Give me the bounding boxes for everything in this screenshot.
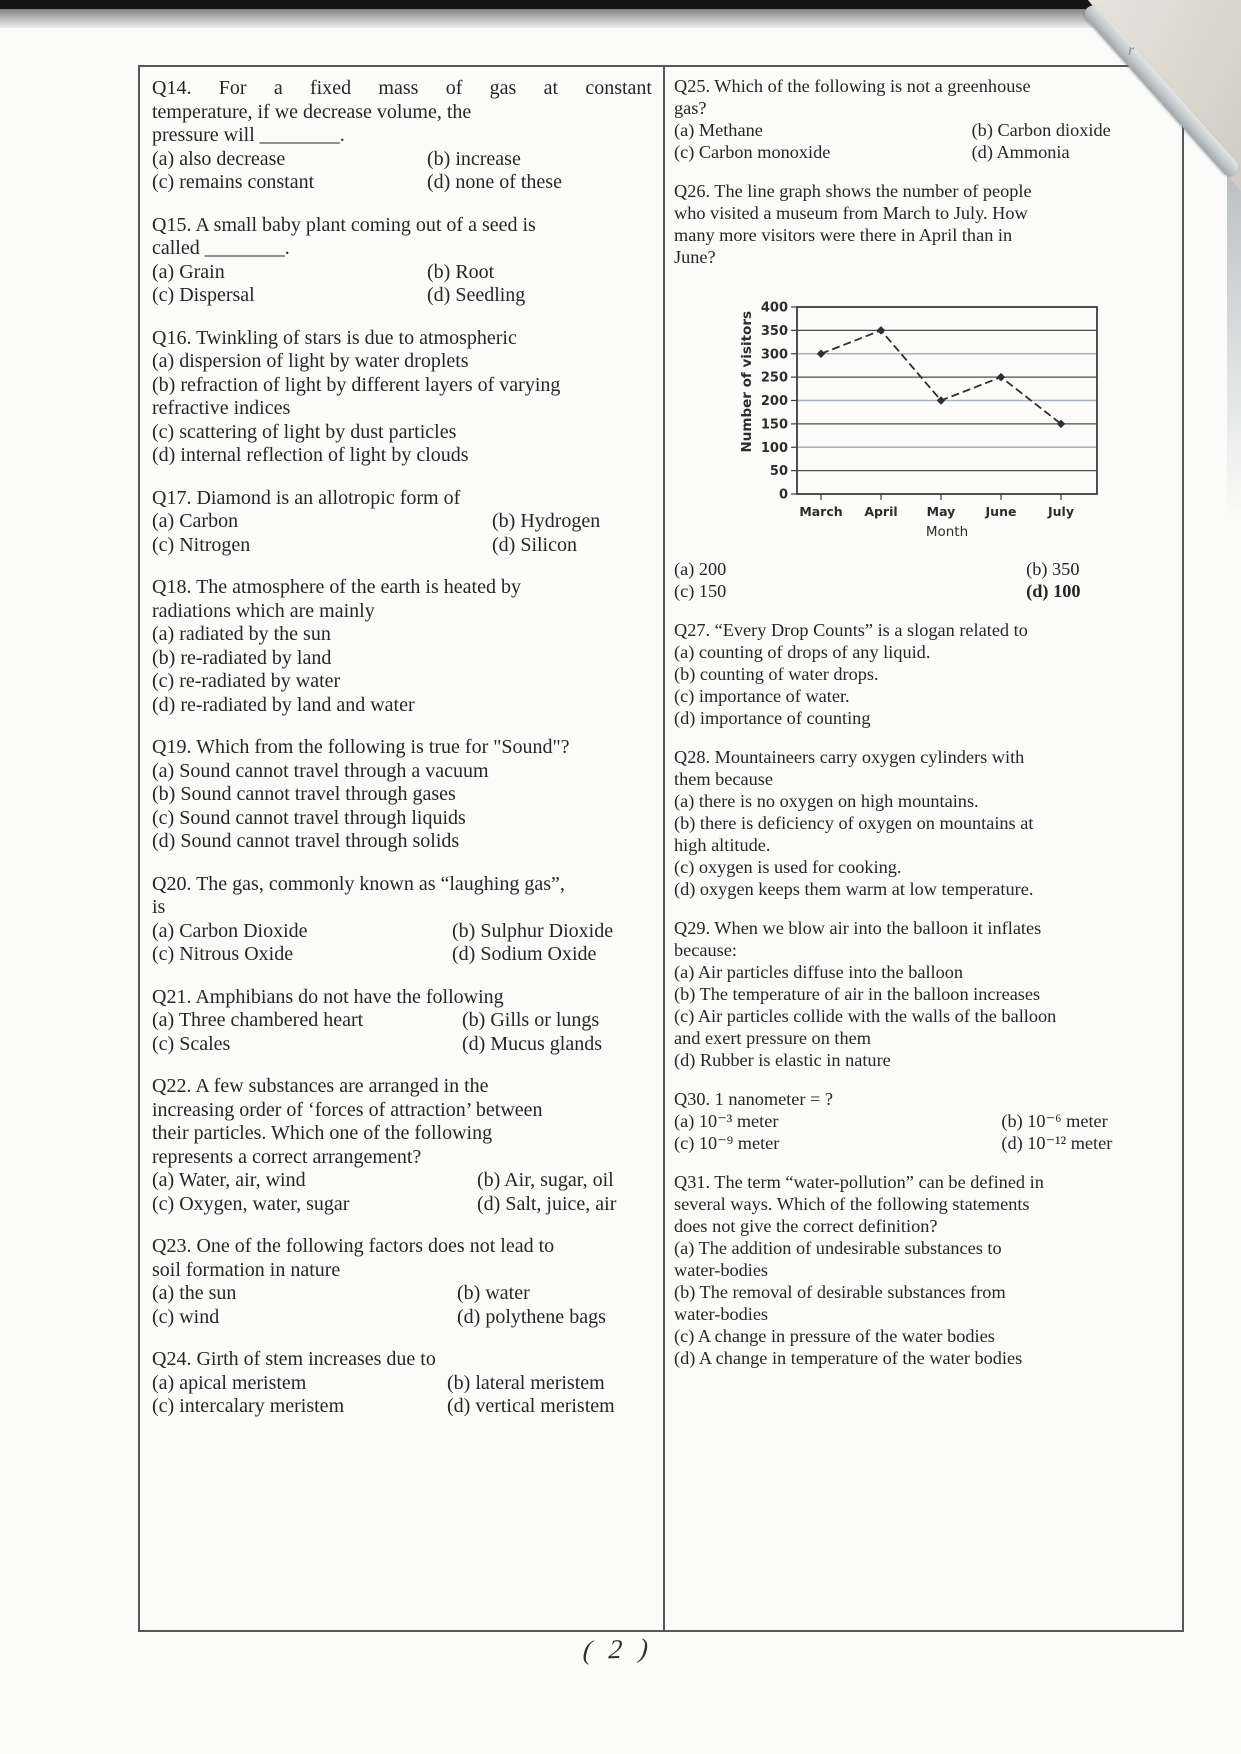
option: (d) Seedling bbox=[427, 284, 526, 306]
option-line: (c) Sound cannot travel through liquids bbox=[152, 806, 466, 829]
option-row bbox=[152, 920, 652, 944]
option: (b) Carbon dioxide bbox=[971, 120, 1111, 140]
page-number: ( 2 ) bbox=[582, 1632, 655, 1666]
option: (b) 350 bbox=[1026, 559, 1080, 579]
option: (b) Hydrogen bbox=[492, 510, 601, 532]
option-row bbox=[152, 510, 652, 534]
question-Q15 bbox=[152, 214, 652, 308]
question-Q17 bbox=[152, 487, 652, 558]
question-Q30 bbox=[674, 1088, 1170, 1154]
data-point bbox=[877, 326, 885, 334]
option-line: and exert pressure on them bbox=[674, 1028, 871, 1048]
question-stem-line: Q20. The gas, commonly known as “laughing gas”, bbox=[152, 872, 565, 895]
option: (a) apical meristem bbox=[152, 1371, 307, 1394]
question-Q14 bbox=[152, 77, 652, 195]
right-column bbox=[674, 67, 1170, 1386]
scanner-top-bar bbox=[0, 0, 1241, 9]
option-line: high altitude. bbox=[674, 835, 771, 855]
x-tick-label: July bbox=[1048, 504, 1074, 519]
option: (d) 10⁻¹² meter bbox=[1001, 1133, 1113, 1153]
question-stem-line: Q14. For a fixed mass of gas at constant bbox=[152, 77, 652, 99]
option-line: (a) counting of drops of any liquid. bbox=[674, 642, 931, 662]
y-tick-label: 200 bbox=[760, 394, 788, 409]
question-stem-line: Q16. Twinkling of stars is due to atmospheric bbox=[152, 326, 517, 349]
y-tick-label: 100 bbox=[760, 440, 788, 456]
question-stem-line: Q25. Which of the following is not a greenhouse bbox=[674, 76, 1031, 96]
option: (d) Sodium Oxide bbox=[452, 943, 597, 965]
option-line: (d) Sound cannot travel through solids bbox=[152, 830, 460, 852]
option-line: (a) there is no oxygen on high mountains. bbox=[674, 791, 979, 811]
option-line: water-bodies bbox=[674, 1260, 769, 1280]
question-Q16 bbox=[152, 327, 652, 468]
option: (d) 100 bbox=[1026, 581, 1081, 601]
question-stem-line: soil formation in nature bbox=[152, 1258, 341, 1281]
page-edge-shadow bbox=[1227, 150, 1241, 520]
question-stem-line: called ________. bbox=[152, 237, 290, 259]
option: (c) remains constant bbox=[152, 171, 315, 193]
option: (a) Methane bbox=[674, 120, 763, 140]
question-stem-line: temperature, if we decrease volume, the bbox=[152, 100, 472, 123]
question-stem-line: them because bbox=[674, 769, 773, 789]
option: (b) increase bbox=[427, 147, 521, 170]
option-line: (d) A change in temperature of the water bodies bbox=[674, 1348, 1023, 1368]
y-tick-label: 150 bbox=[760, 417, 788, 433]
option-line: (d) re-radiated by land and water bbox=[152, 693, 415, 716]
option-row bbox=[152, 148, 652, 172]
option: (c) Oxygen, water, sugar bbox=[152, 1192, 350, 1215]
option-row bbox=[152, 1306, 652, 1330]
option: (b) Sulphur Dioxide bbox=[452, 919, 614, 942]
option: (a) 200 bbox=[674, 559, 727, 579]
option-row bbox=[152, 261, 652, 285]
question-stem-line: increasing order of ‘forces of attraction’ between bbox=[152, 1098, 543, 1121]
question-stem-line: Q29. When we blow air into the balloon it inflates bbox=[674, 918, 1042, 938]
option-row bbox=[152, 1033, 652, 1057]
option: (b) Root bbox=[427, 260, 495, 283]
question-Q24 bbox=[152, 1348, 652, 1419]
option-line: (b) counting of water drops. bbox=[674, 664, 879, 684]
question-stem-line: Q18. The atmosphere of the earth is heated by bbox=[152, 576, 521, 598]
option: (c) Scales bbox=[152, 1032, 231, 1055]
option: (b) Gills or lungs bbox=[462, 1009, 600, 1031]
question-stem-line: because: bbox=[674, 940, 737, 960]
option: (a) Grain bbox=[152, 260, 225, 283]
question-Q31 bbox=[674, 1171, 1170, 1369]
question-Q29 bbox=[674, 917, 1170, 1071]
question-stem-line: Q15. A small baby plant coming out of a seed is bbox=[152, 213, 536, 236]
y-tick-label: 0 bbox=[778, 487, 788, 503]
option-row bbox=[152, 171, 652, 195]
option: (a) Three chambered heart bbox=[152, 1009, 364, 1031]
option: (b) lateral meristem bbox=[447, 1371, 605, 1394]
option-line: refractive indices bbox=[152, 397, 291, 419]
question-stem-line: pressure will ________. bbox=[152, 124, 345, 146]
option-row bbox=[152, 1372, 652, 1396]
option-line: (a) The addition of undesirable substances to bbox=[674, 1238, 1002, 1258]
option: (c) 150 bbox=[674, 581, 727, 601]
option-row bbox=[152, 534, 652, 558]
data-point bbox=[937, 396, 945, 404]
option-line: (a) radiated by the sun bbox=[152, 623, 331, 645]
option: (a) the sun bbox=[152, 1282, 237, 1304]
x-tick-label: April bbox=[864, 504, 898, 519]
option: (a) Water, air, wind bbox=[152, 1169, 306, 1191]
scanner-top-shadow bbox=[0, 9, 1241, 28]
question-stem-line: several ways. Which of the following statements bbox=[674, 1194, 1030, 1214]
option-line: (d) oxygen keeps them warm at low temperature. bbox=[674, 879, 1034, 899]
option-line: (b) The temperature of air in the balloon increases bbox=[674, 984, 1041, 1004]
option-row bbox=[674, 1110, 1170, 1132]
option: (a) Carbon bbox=[152, 510, 239, 532]
chart-container bbox=[731, 275, 1170, 552]
question-stem-line: their particles. Which one of the following bbox=[152, 1122, 493, 1144]
question-Q22 bbox=[152, 1075, 652, 1216]
question-stem-line: Q21. Amphibians do not have the following bbox=[152, 985, 504, 1008]
question-stem-line: Q27. “Every Drop Counts” is a slogan related to bbox=[674, 620, 1028, 640]
option: (d) polythene bags bbox=[457, 1305, 606, 1328]
option-line: (c) re-radiated by water bbox=[152, 670, 341, 692]
option: (c) Dispersal bbox=[152, 284, 255, 306]
option: (a) also decrease bbox=[152, 147, 286, 170]
question-stem-line: Q31. The term “water-pollution” can be defined in bbox=[674, 1172, 1044, 1192]
question-stem-line: Q28. Mountaineers carry oxygen cylinders with bbox=[674, 747, 1025, 767]
question-Q25 bbox=[674, 75, 1170, 163]
y-tick-label: 50 bbox=[769, 464, 788, 480]
option: (d) none of these bbox=[427, 171, 562, 193]
option-line: (d) Rubber is elastic in nature bbox=[674, 1050, 891, 1070]
question-stem-line: Q23. One of the following factors does not lead to bbox=[152, 1235, 555, 1257]
corner-pen-mark: r bbox=[1128, 42, 1135, 59]
option: (d) Silicon bbox=[492, 533, 577, 556]
question-stem-line: does not give the correct definition? bbox=[674, 1216, 938, 1236]
option: (d) vertical meristem bbox=[447, 1395, 615, 1417]
option-row bbox=[674, 119, 1170, 141]
option-row bbox=[152, 1395, 652, 1419]
option-row bbox=[152, 1282, 652, 1306]
x-axis-title: Month bbox=[925, 524, 969, 540]
option-line: water-bodies bbox=[674, 1304, 769, 1324]
question-stem-line: June? bbox=[674, 247, 716, 267]
y-axis-title: Number of visitors bbox=[739, 310, 755, 453]
option: (d) Mucus glands bbox=[462, 1032, 602, 1055]
option: (a) Carbon Dioxide bbox=[152, 919, 308, 942]
question-table bbox=[138, 65, 1184, 1632]
question-Q19 bbox=[152, 736, 652, 854]
option-line: (b) The removal of desirable substances from bbox=[674, 1282, 1006, 1302]
question-stem-line: Q17. Diamond is an allotropic form of bbox=[152, 486, 461, 509]
option-line: (d) internal reflection of light by clouds bbox=[152, 444, 469, 466]
option-line: (c) Air particles collide with the walls of the balloon bbox=[674, 1006, 1057, 1026]
option-line: (b) there is deficiency of oxygen on mountains at bbox=[674, 813, 1034, 833]
option-row bbox=[152, 1009, 652, 1033]
option-line: (c) importance of water. bbox=[674, 686, 850, 706]
option: (c) Carbon monoxide bbox=[674, 142, 831, 162]
question-stem-line: Q19. Which from the following is true for "Sound"? bbox=[152, 736, 570, 758]
option-row bbox=[152, 943, 652, 967]
visitors-line-chart bbox=[731, 275, 1103, 547]
column-divider bbox=[663, 67, 665, 1630]
option: (c) wind bbox=[152, 1305, 220, 1328]
option-line: (b) Sound cannot travel through gases bbox=[152, 783, 456, 805]
option-line: (a) Air particles diffuse into the balloon bbox=[674, 962, 964, 982]
question-Q18 bbox=[152, 576, 652, 717]
option: (c) Nitrous Oxide bbox=[152, 943, 294, 965]
question-stem-line: Q30. 1 nanometer = ? bbox=[674, 1089, 834, 1109]
y-tick-label: 300 bbox=[760, 347, 788, 363]
option: (a) 10⁻³ meter bbox=[674, 1111, 779, 1131]
question-stem-line: Q22. A few substances are arranged in the bbox=[152, 1075, 489, 1097]
data-point bbox=[817, 350, 825, 358]
option-line: (a) dispersion of light by water droplets bbox=[152, 350, 469, 372]
option: (d) Ammonia bbox=[971, 142, 1070, 162]
option-line: (c) oxygen is used for cooking. bbox=[674, 857, 902, 877]
question-stem-line: radiations which are mainly bbox=[152, 599, 375, 622]
data-point bbox=[997, 373, 1005, 381]
question-stem-line: Q24. Girth of stem increases due to bbox=[152, 1348, 436, 1370]
x-tick-label: May bbox=[926, 504, 956, 519]
left-column bbox=[152, 67, 652, 1438]
option-line: (b) re-radiated by land bbox=[152, 646, 332, 669]
question-stem-line: is bbox=[152, 896, 166, 918]
option-row bbox=[674, 1132, 1170, 1154]
y-tick-label: 350 bbox=[760, 323, 788, 339]
y-tick-label: 400 bbox=[760, 300, 788, 316]
option-line: (d) importance of counting bbox=[674, 708, 871, 728]
question-Q28 bbox=[674, 746, 1170, 900]
question-Q23 bbox=[152, 1235, 652, 1329]
question-stem-line: gas? bbox=[674, 98, 707, 118]
option-line: (a) Sound cannot travel through a vacuum bbox=[152, 759, 489, 782]
question-Q26 bbox=[674, 180, 1170, 602]
x-tick-label: March bbox=[799, 504, 843, 519]
question-Q20 bbox=[152, 873, 652, 967]
question-Q21 bbox=[152, 986, 652, 1057]
option-row bbox=[152, 1193, 652, 1217]
question-stem-line: who visited a museum from March to July. How bbox=[674, 203, 1028, 223]
y-tick-label: 250 bbox=[760, 370, 788, 386]
option: (b) 10⁻⁶ meter bbox=[1001, 1111, 1108, 1131]
option-row bbox=[674, 580, 1170, 602]
option-row bbox=[152, 284, 652, 308]
option: (b) water bbox=[457, 1282, 530, 1304]
option-row bbox=[674, 558, 1170, 580]
option: (d) Salt, juice, air bbox=[477, 1192, 617, 1215]
question-stem-line: many more visitors were there in April than in bbox=[674, 225, 1013, 245]
option: (c) Nitrogen bbox=[152, 533, 251, 556]
x-tick-label: June bbox=[985, 504, 1017, 519]
option: (c) 10⁻⁹ meter bbox=[674, 1133, 780, 1153]
question-stem-line: Q26. The line graph shows the number of people bbox=[674, 181, 1032, 201]
option-line: (c) scattering of light by dust particles bbox=[152, 420, 457, 443]
option-line: (c) A change in pressure of the water bodies bbox=[674, 1326, 995, 1346]
question-stem-line: represents a correct arrangement? bbox=[152, 1145, 422, 1168]
option-line: (b) refraction of light by different layers of varying bbox=[152, 373, 561, 396]
option-row bbox=[152, 1169, 652, 1193]
option-row bbox=[674, 141, 1170, 163]
option: (b) Air, sugar, oil bbox=[477, 1169, 614, 1191]
question-Q27 bbox=[674, 619, 1170, 729]
option: (c) intercalary meristem bbox=[152, 1395, 345, 1417]
